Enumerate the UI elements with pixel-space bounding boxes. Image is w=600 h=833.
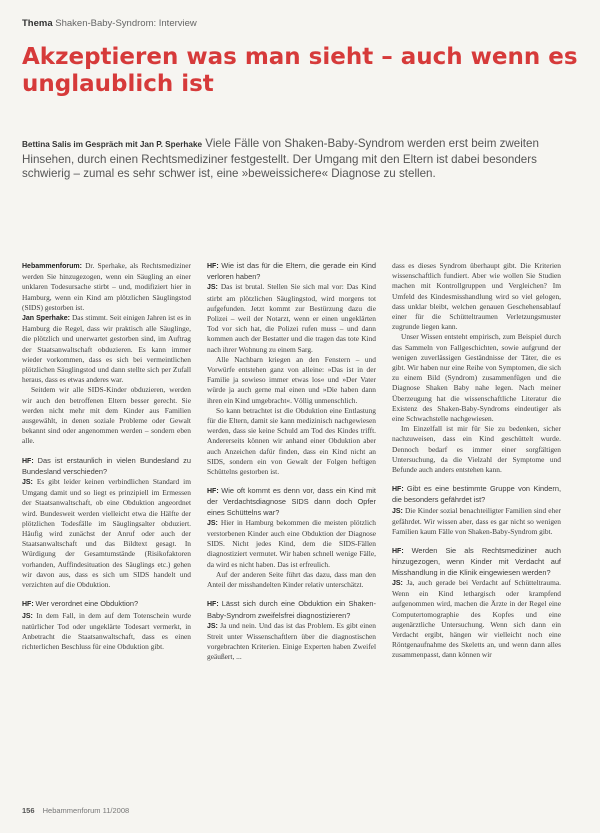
- speaker-label: HF:: [207, 263, 219, 270]
- paragraph: [22, 477, 191, 590]
- question-text: Wie oft kommt es denn vor, dass ein Kind mit der Verdachtsdiagnose SIDS dann doch Opfer eines Schüttelns war?: [207, 486, 376, 517]
- paragraph: [207, 599, 376, 620]
- paragraph: [392, 484, 561, 505]
- speaker-label: JS:: [207, 519, 218, 527]
- text-column-1: [22, 261, 191, 652]
- paragraph: [392, 546, 561, 578]
- text-column-3: [392, 261, 561, 661]
- paragraph-text: So kann betrachtet ist die Obduktion eine Entlastung für die Eltern, damit sie kann medizinisch nachgewiesen werden, dass sie keine Schuld am Tod des Kindes trifft. Andererseits können wir anhand einer Obduktion aber auch Anzeichen dafür finden, dass ein Kind nicht an SIDS, sondern ein von Gewalt der Folgen heftigen Schüttelns gestorben ist.: [207, 405, 376, 477]
- paragraph-text: Ja, auch gerade bei Verdacht auf Schütteltrauma. Wenn ein Kind lethargisch oder krampfend aufgenommen wird, machen die Ärzte in der Regel eine Computertomographie des Kopfes und eine augenärztliche Untersuchung. Wenn sich dann ein Verdacht ergibt, hängen wir vielleicht noch eine Röntgenaufnahme des Skeletts an, und wenn dann alles zusammenpasst, dann können wir: [392, 577, 561, 660]
- speaker-label: Hebammenforum:: [22, 263, 82, 270]
- paragraph: [207, 261, 376, 282]
- kicker-label: Thema: [22, 18, 53, 29]
- paragraph-text: Dr. Sperhake, als Rechtsmediziner werden Sie hinzugezogen, wenn ein Säugling an einer unklaren Todesursache stirbt – und, modifiziert hier in Hamburg, wenn ein Kind am plötzlichen Säuglingstod (SIDS) gestorben ist.: [22, 261, 191, 312]
- paragraph: [392, 332, 561, 424]
- text-column-2: [207, 261, 376, 663]
- paragraph: [22, 599, 191, 610]
- paragraph: [392, 578, 561, 661]
- speaker-label: HF:: [392, 548, 404, 556]
- paragraph-text: Ja und nein. Und das ist das Problem. Es gibt einen Streit unter Wissenschaftlern über die diagnostischen vorgebrachten Kriterien. Einige Experten haben Zweifel geäußert, ...: [207, 620, 376, 662]
- paragraph: [22, 456, 191, 477]
- question-text: Wie ist das für die Eltern, die gerade ein Kind verloren haben?: [207, 261, 376, 282]
- paragraph: [22, 261, 191, 313]
- page-footer: [22, 806, 129, 815]
- speaker-label: JS:: [392, 507, 403, 515]
- speaker-label: JS:: [22, 612, 33, 620]
- paragraph-text: Es gibt leider keinen verbindlichen Standard im Umgang damit und so liegt es prinzipiell im Ermessen der Staatsanwaltschaft, ob eine Obduktion angeordnet wird. Bundesweit werden vielleicht etwa die Hälfte der plötzlichen Todesfälle im Säuglingsalter obduziert. Häufig wird zunächst der Anruf oder auch der Staatsanwaltschaft und das Bildtext gesagt. In Würdigung der Gesamtumstände (Risikofaktoren vorhanden, Auffindesituation des Säuglings etc.) gehen wir davon aus, dass es sich um SIDS handelt und verzichten auf die Obduktion.: [22, 477, 191, 590]
- question-text: Gibt es eine bestimmte Gruppe von Kindern, die besonders gefährdet ist?: [392, 484, 561, 505]
- article-lead: [22, 137, 580, 182]
- speaker-label: JS:: [207, 284, 218, 292]
- paragraph-text: Im Einzelfall ist mir für Sie zu bedenken, sicher nachzuweisen, dass ein Kind geschüttelt wurde. Dennoch bedarf es immer einer sorgfältigen Untersuchung, da die Vielzahl der Symptome und Befunde auch anders entstehen kann.: [392, 424, 561, 475]
- article-headline: Akzeptieren was man sieht – auch wenn es unglaublich ist: [22, 44, 578, 97]
- speaker-label: HF:: [207, 601, 219, 609]
- question-text: Lässt sich durch eine Obduktion ein Shaken-Baby-Syndrom zweifelsfrei diagnostizieren?: [207, 599, 376, 620]
- question-text: Wer verordnet eine Obduktion?: [35, 599, 139, 609]
- paragraph: [207, 355, 376, 406]
- speaker-label: HF:: [22, 601, 34, 609]
- paragraph-text: Unser Wissen entsteht empirisch, zum Beispiel durch das Sammeln von Fallgeschichten, sowie aufgrund der wenigen zuverlässigen Geständnisse der Täter, die es gibt. Wir haben nur eine Reihe von Symptomen, die sich zu einem Bild (Syndrom) zusammenfügen und die Diagnose Shaken Baby nahe legen. Nach meiner Überzeugung hat die wissenschaftliche Literatur die Existenz des Shaken-Baby-Syndroms eindeutiger als eine Schwachstelle nachgewiesen.: [392, 332, 561, 424]
- section-kicker: [22, 18, 197, 29]
- paragraph: [207, 570, 376, 590]
- paragraph: [22, 611, 191, 653]
- publication-name: Hebammenforum 11/2008: [42, 806, 130, 815]
- paragraph: [207, 282, 376, 354]
- paragraph: [207, 486, 376, 518]
- paragraph: [22, 385, 191, 446]
- paragraph: [207, 518, 376, 570]
- question-text: Werden Sie als Rechtsmediziner auch hinzugezogen, wenn Kinder mit Verdacht auf Misshandlung in die Klinik eingewiesen werden?: [392, 546, 561, 577]
- paragraph-text: Seitdem wir alle SIDS-Kinder obduzieren, werden wir auch den betroffenen Eltern besser gerecht. Sie werden nicht mehr mit dem Kinder aus Familien ausgewählt, in denen soziale Probleme oder Gewalt bekannt sind oder angenommen werden – sondern eben alle.: [22, 385, 191, 446]
- paragraph: [22, 313, 191, 385]
- speaker-label: JS:: [207, 622, 218, 630]
- paragraph-text: In dem Fall, in dem auf dem Totenschein wurde natürlicher Tod oder ungeklärte Todesart vermerkt, in Anbetracht die Staatsanwaltschaft, dass es einen richterlichen Beschluss für eine Obduktion gibt.: [22, 610, 191, 652]
- question-text: Das ist erstaunlich in vielen Bundesland zu Bundesland verschieden?: [22, 455, 191, 476]
- page-number: 156: [22, 806, 35, 815]
- paragraph: [207, 406, 376, 477]
- paragraph-text: dass es dieses Syndrom überhaupt gibt. Die Kriterien wissenschaftlich fundiert. Aber wie wollen Sie Studien machen mit Kontrollgruppen und Vergleichen? Im Umfeld des Kindesmisshandlung wird so viel gelogen, dass unklar bleibt, welchen genauen Geschehensablauf einer für die Schütteltraumen Verletzungsmuster zugrunde liegen kann.: [392, 261, 561, 332]
- paragraph: [207, 621, 376, 663]
- speaker-label: HF:: [207, 488, 219, 496]
- paragraph-text: Das ist brutal. Stellen Sie sich mal vor: Das Kind stirbt am plötzlichen Säuglingstod, wird morgens tot aufgefunden. Jetzt kommt zur Bestürzung dazu die Polizei – weil der Notarzt, wenn er einen ungeklärten Tod vor sich hat, die Polizei rufen muss – und dann kommen auch der Bestatter und die tragen das tote Kind nach ihrer Wohnung zu einem Sarg.: [207, 282, 376, 354]
- paragraph-text: Alle Nachbarn kriegen an den Fenstern – und Vorwürfe entstehen ganz von alleine: »Das ist in der Familie ja sowieso immer etwas los« und »Der Vater würde ja auch gerne mal einen und »Die haben dann ihren ein Kind umgebracht«. Völlig unmenschlich.: [207, 354, 376, 405]
- speaker-label: HF:: [392, 486, 404, 494]
- paragraph: [392, 261, 561, 332]
- paragraph-text: Auf der anderen Seite führt das dazu, dass man den Anteil der misshandelten Kinder relativ unterschätzt.: [207, 569, 376, 590]
- paragraph: [392, 506, 561, 538]
- paragraph: [392, 424, 561, 475]
- speaker-label: JS:: [22, 479, 33, 487]
- speaker-label: Jan Sperhake:: [22, 315, 70, 323]
- speaker-label: HF:: [22, 457, 34, 465]
- paragraph-text: Hier in Hamburg bekommen die meisten plötzlich verstorbenen Kinder auch eine Obduktion der Diagnose SIDS. Nicht jedes Kind, dem die SIDS-Fällen diagnostiziert vermutet. Wir haben schnell wenige Fälle, da wird es nicht haben. Das ist erfreulich.: [207, 517, 376, 569]
- paragraph-text: Das stimmt. Seit einigen Jahren ist es in Hamburg die Regel, dass wir praktisch alle Säuglinge, die plötzlich und unerwartet gestorben sind, im Auftrag der Staatsanwaltschaft obduzieren. Es kann immer wieder vorkommen, dass es sich bei vermeintlichen plötzlichen Säuglingstod und dann stellte sich per Zufall heraus, dass es etwas anderes war.: [22, 313, 191, 385]
- paragraph-text: Die Kinder sozial benachteiligter Familien sind eher gefährdet. Wir wissen aber, dass es gar nicht so wenigen Familien kaum Fälle von Shaken-Baby-Syndrom gibt.: [392, 505, 561, 537]
- kicker-text: Shaken-Baby-Syndrom: Interview: [55, 18, 197, 29]
- speaker-label: JS:: [392, 579, 403, 587]
- byline: Bettina Salis im Gespräch mit Jan P. Sperhake: [22, 140, 203, 149]
- lead-text: Viele Fälle von Shaken-Baby-Syndrom werden erst beim zweiten Hinsehen, durch einen Rechtsmediziner festgestellt. Der Umgang mit den Eltern ist dabei besonders schwierig – zumal es sehr schwer ist, eine »beweissichere« Diagnose zu stellen.: [22, 137, 539, 180]
